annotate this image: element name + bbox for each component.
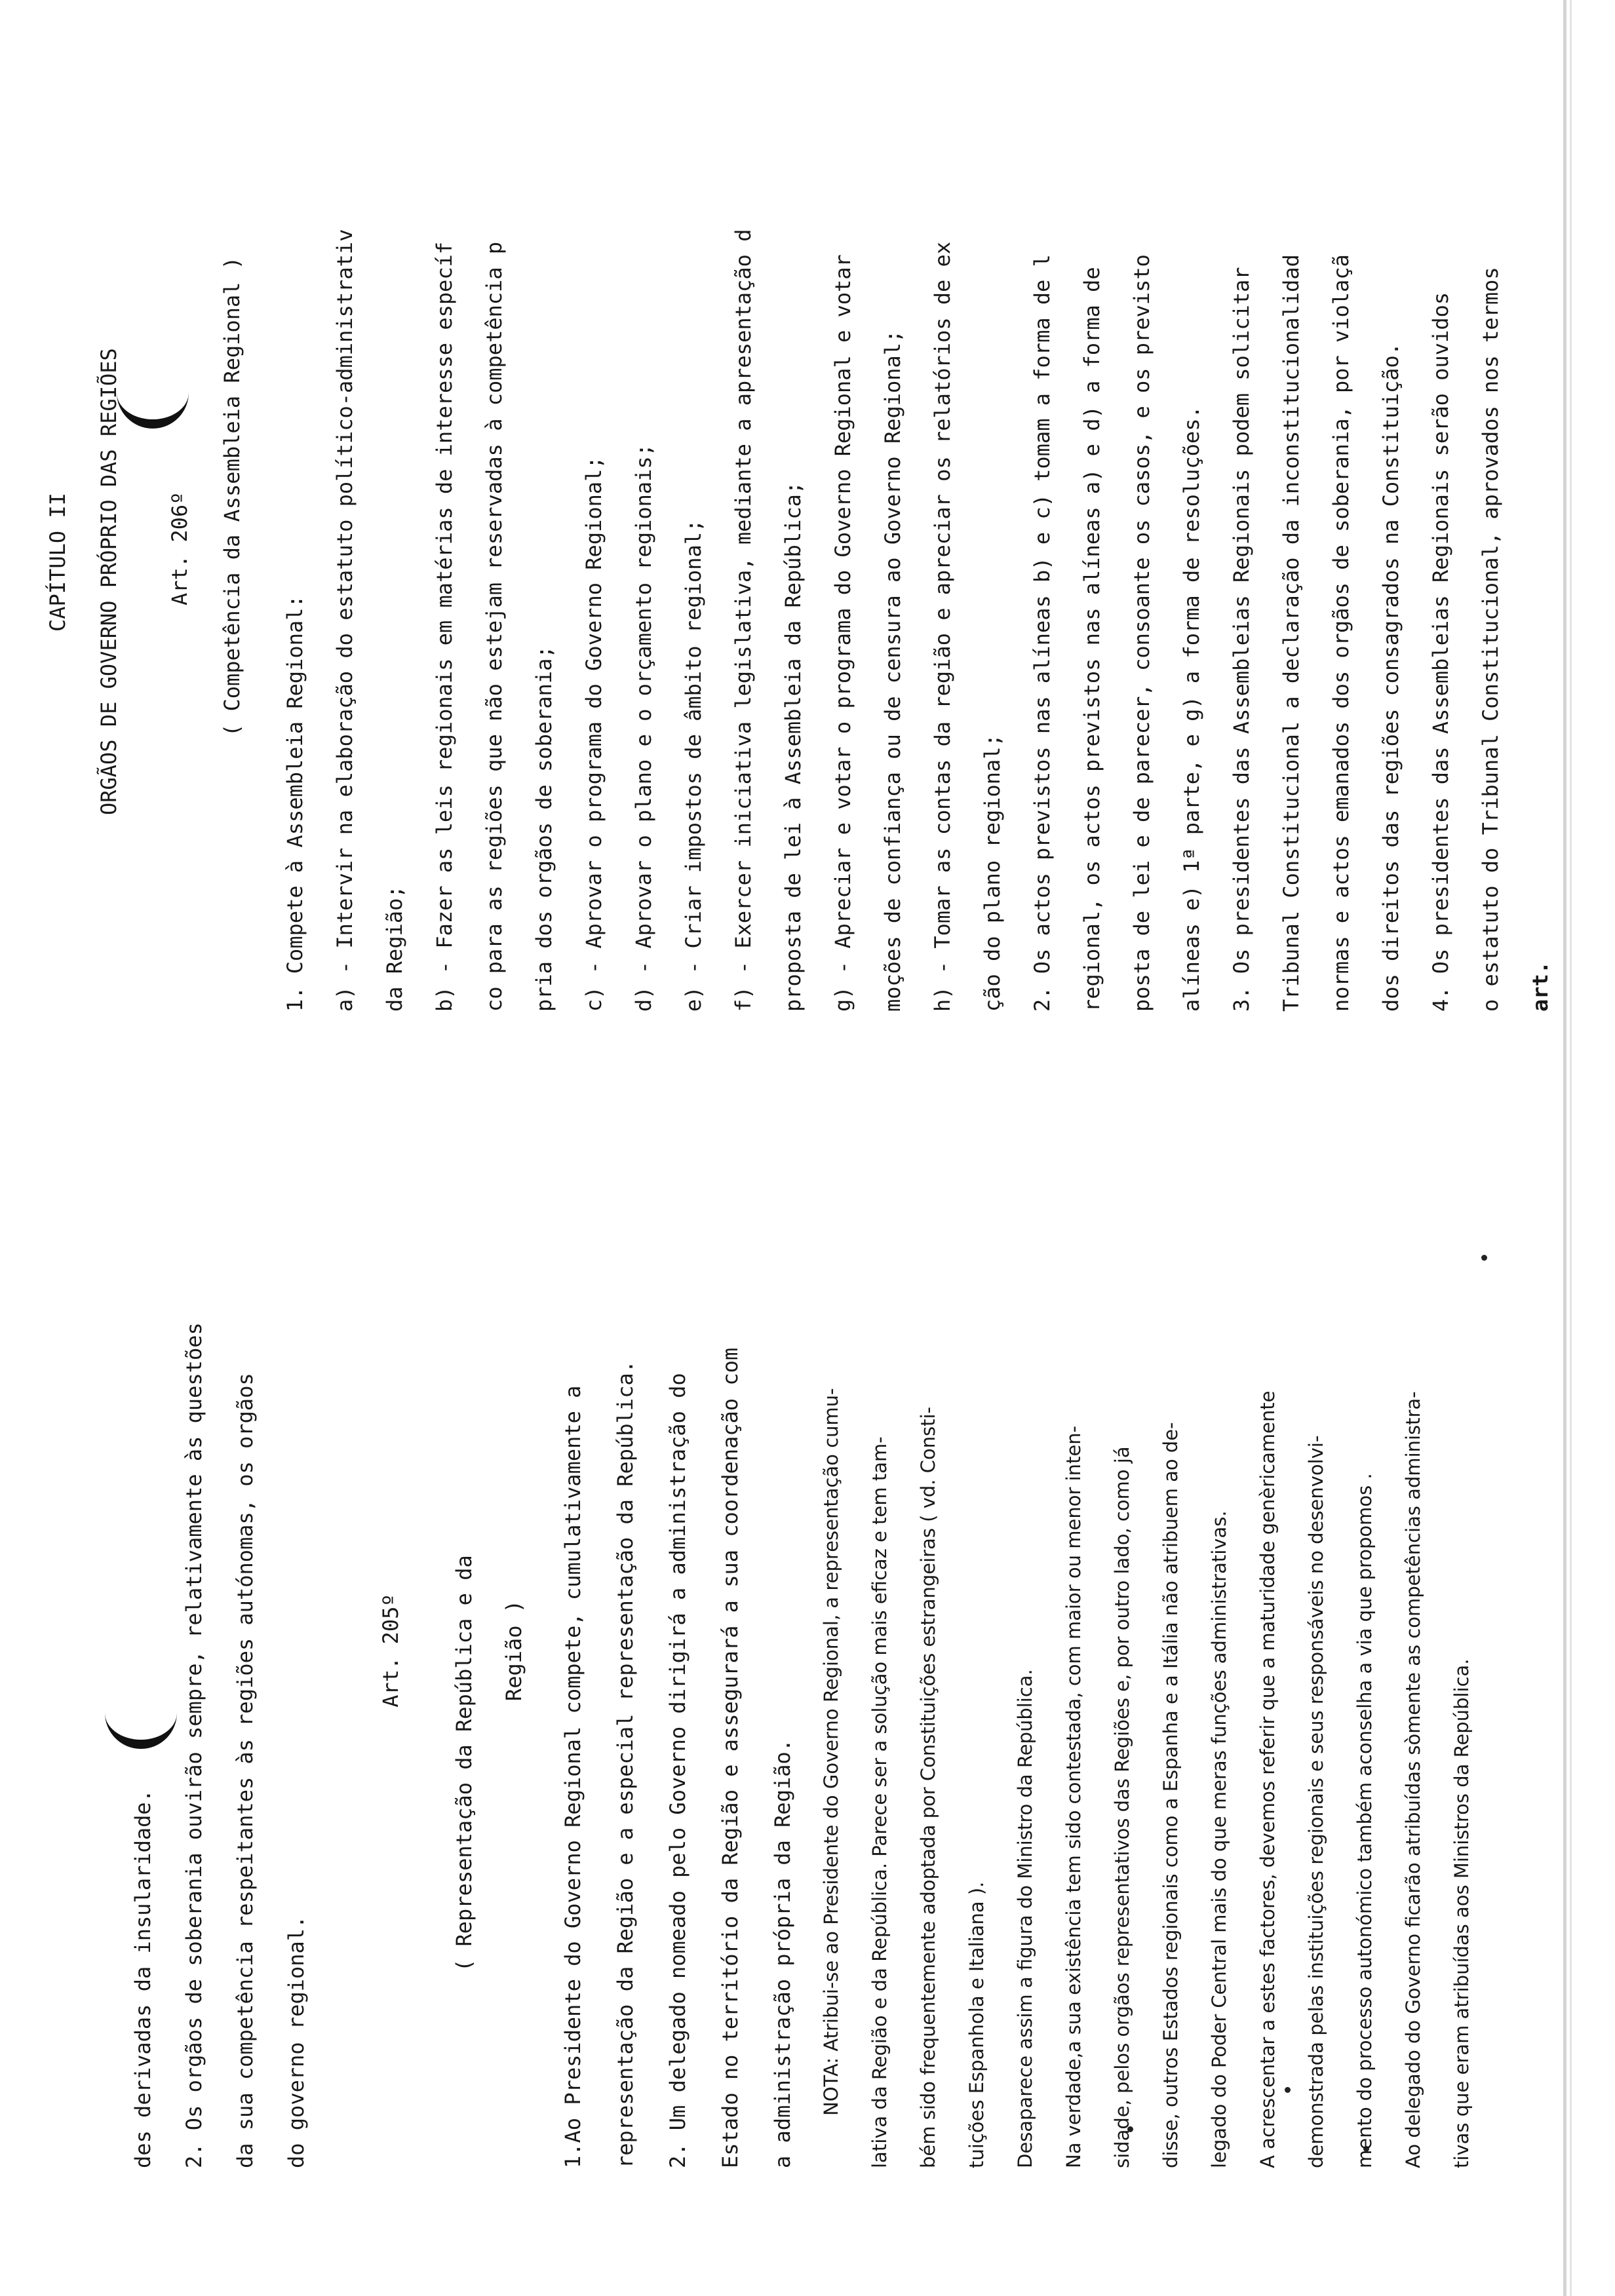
text-line: f) - Exercer iniciativa legislativa, mediante a apresentação d — [731, 229, 756, 1012]
scan-edge-line — [1563, 0, 1566, 2296]
text-line: g) - Apreciar e votar o programa do Governo Regional e votar — [830, 254, 855, 1012]
note-line: Ao delegado do Governo ficarão atribuídas sòmente as competências administra- — [1402, 1391, 1424, 2168]
note-line: tuições Espanhola e Italiana ). — [965, 1881, 988, 2168]
note-line: lativa da Região e da República. Parece ser a solução mais eficaz e tem tam- — [868, 1436, 891, 2168]
text-line: normas e actos emanados dos orgãos de soberania, por violaçã — [1329, 254, 1353, 1012]
text-line: dos direitos das regiões consagrados na Constituição. — [1378, 342, 1403, 1012]
scan-edge-line — [1570, 0, 1572, 2296]
text-line: d) - Aprovar o plano e o orçamento regionais; — [631, 444, 656, 1012]
text-line: alíneas e) 1ª parte, e g) a forma de resoluções. — [1179, 406, 1204, 1012]
text-line: 3. Os presidentes das Assembleias Regionais podem solicitar — [1229, 267, 1254, 1012]
text-line: o estatuto do Tribunal Constitucional, aprovados nos termos — [1478, 267, 1503, 1012]
text-line: e) - Criar impostos de âmbito regional; — [681, 519, 706, 1012]
note-line: Na verdade,a sua existência tem sido contestada, com maior ou menor inten- — [1062, 1425, 1085, 2168]
text-line: 2. Os orgãos de soberania ouvirão sempre, relativamente às questões — [182, 1322, 206, 2168]
text-line: ção do plano regional; — [980, 734, 1005, 1012]
article-title: Região ) — [501, 1599, 526, 1702]
article-heading: Art. 206º — [167, 491, 192, 605]
text-line: 2. Um delegado nomeado pelo Governo dirigirá a administração do — [665, 1373, 690, 2168]
note-line: sidade, pelos orgãos representativos das Regiões e, por outro lado, como já — [1111, 1446, 1133, 2168]
note-line: demonstrada pelas instituições regionais e seus responsáveis no desenvolvi- — [1305, 1435, 1327, 2168]
scan-speck — [1481, 1255, 1487, 1261]
note-line: Desaparece assim a figura do Ministro da República. — [1014, 1669, 1036, 2168]
note-line: A acrescentar a estes factores, devemos referir que a maturidade genèricamente — [1256, 1390, 1279, 2168]
scan-speck — [1285, 2087, 1291, 2093]
note-line: mento do processo autonómico também aconselha a via que propomos . — [1353, 1473, 1376, 2168]
text-line: da Região; — [382, 885, 407, 1012]
text-line: proposta de lei à Assembleia da República; — [781, 481, 806, 1012]
hole-punch-mark — [105, 1711, 177, 1749]
article-heading: Art. 205º — [378, 1594, 403, 1708]
text-line: do governo regional. — [284, 1915, 309, 2168]
note-line: legado do Poder Central mais do que meras funções administrativas. — [1208, 1510, 1230, 2168]
text-line: pria dos orgãos de soberania; — [532, 645, 556, 1012]
hole-punch-mark — [117, 391, 189, 429]
text-line: 1. Compete à Assembleia Regional: — [282, 595, 307, 1012]
note-line: NOTA: Atribui-se ao Presidente do Governo Regional, a representação cumu- — [820, 1388, 842, 2116]
text-line: 2. Os actos previstos nas alíneas b) e c) tomam a forma de l — [1030, 254, 1055, 1012]
text-line: regional, os actos previstos nas alíneas a) e d) a forma de — [1080, 267, 1104, 1012]
text-line: a administração própria da Região. — [770, 1738, 795, 2168]
chapter-title: ORGÃOS DE GOVERNO PRÓPRIO DAS REGIÕES — [96, 348, 121, 815]
text-line: art. — [1528, 961, 1553, 1012]
text-line: co para as regiões que não estejam reservadas à competência p — [482, 241, 507, 1012]
note-line: disse, outros Estados regionais como a Espanha e a Itália não atribuem ao de- — [1159, 1422, 1182, 2168]
text-line: h) - Tomar as contas da região e apreciar os relatórios de ex — [930, 241, 955, 1012]
text-line: Tribunal Constitucional a declaração da inconstitucionalidad — [1279, 254, 1304, 1012]
note-line: tivas que eram atribuídas aos Ministros da República. — [1450, 1658, 1473, 2168]
note-line: bém sido frequentemente adoptada por Constituições estrangeiras ( vd. Consti- — [917, 1406, 939, 2168]
text-line: c) - Aprovar o programa do Governo Regional; — [581, 456, 606, 1012]
article-title: ( Competência da Assembleia Regional ) — [220, 256, 244, 737]
text-line: da sua competência respeitantes às regiões autónomas, os orgãos — [233, 1373, 258, 2168]
text-line: 1.Ao Presidente do Governo Regional compete, cumulativamente a — [560, 1385, 585, 2168]
text-line: representação da Região e a especial representação da República. — [613, 1360, 638, 2168]
text-line: posta de lei e de parecer, consoante os casos, e os previsto — [1129, 254, 1154, 1012]
text-line: a) - Intervir na elaboração do estatuto político-administrativ — [332, 229, 357, 1012]
chapter-heading: CAPÍTULO II — [45, 493, 70, 632]
text-line: des derivadas da insularidade. — [130, 1789, 155, 2168]
text-line: Estado no território da Região e assegurará a sua coordenação com — [718, 1347, 743, 2168]
text-line: 4. Os presidentes das Assembleias Regionais serão ouvidos — [1428, 292, 1453, 1012]
text-line: moções de confiança ou de censura ao Governo Regional; — [880, 330, 905, 1012]
article-title: ( Representação da República e da — [452, 1555, 477, 1972]
text-line: b) - Fazer as leis regionais em matérias de interesse específ — [432, 241, 457, 1012]
